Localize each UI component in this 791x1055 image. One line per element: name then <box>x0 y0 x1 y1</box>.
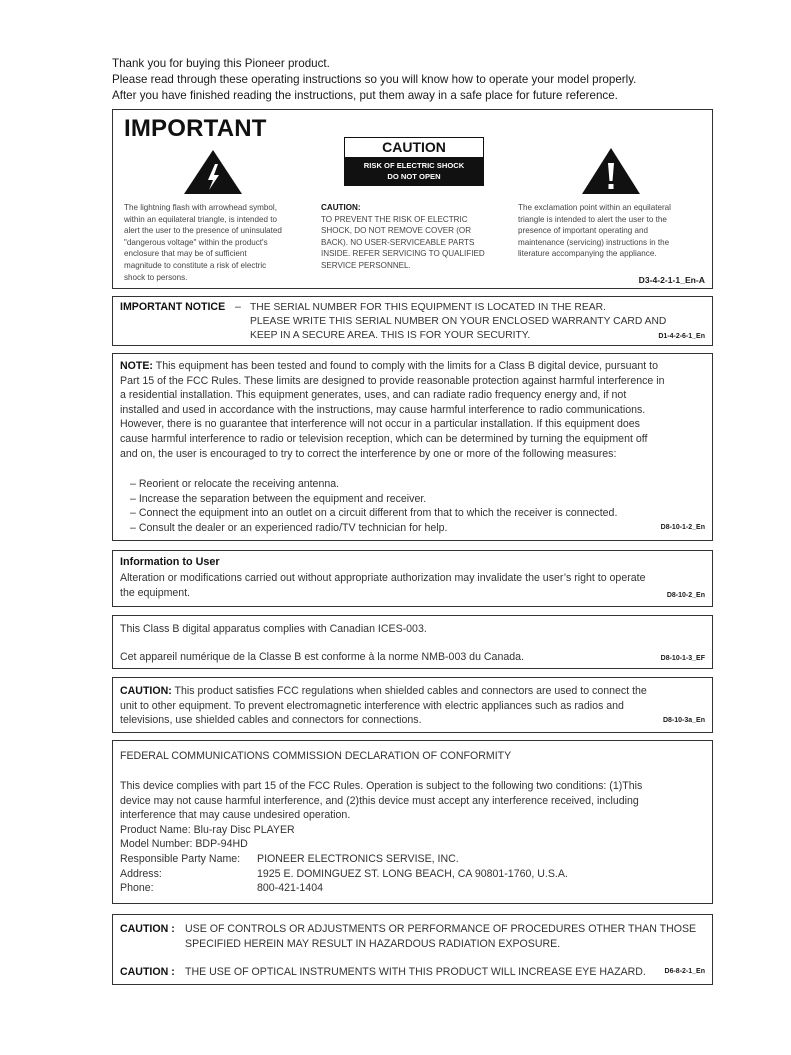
party-label: Responsible Party Name: <box>120 853 241 865</box>
text-line: The exclamation point within an equilateral <box>518 203 671 212</box>
notice-dash: – <box>235 301 241 313</box>
exclamation-explanation <box>518 202 708 260</box>
text-line: KEEP IN A SECURE AREA. THIS IS FOR YOUR SECURITY. <box>250 330 531 341</box>
text-line: The lightning flash with arrowhead symbol, <box>124 203 277 212</box>
responsible-party-row <box>120 852 700 867</box>
measures-list <box>130 477 617 535</box>
text-line: a residential installation. This equipment generates, uses, and can radiate radio frequency energy and, if not <box>120 389 627 402</box>
address-value: 1925 E. DOMINGUEZ ST. LONG BEACH, CA 90801-1760, U.S.A. <box>257 867 568 880</box>
text-line: THE SERIAL NUMBER FOR THIS EQUIPMENT IS LOCATED IN THE REAR. <box>250 302 606 313</box>
canada-compliance-box <box>112 615 713 669</box>
text-line: installed and used in accordance with the instructions, may cause harmful interference to radio communications. <box>120 403 646 416</box>
product-name: Product Name: Blu-ray Disc PLAYER <box>120 823 295 836</box>
list-item: – Consult the dealer or an experienced radio/TV technician for help. <box>130 521 448 534</box>
intro-line: After you have finished reading the instructions, put them away in a safe place for future reference. <box>112 89 618 102</box>
lightning-warning-icon <box>183 149 243 195</box>
address-label: Address: <box>120 867 162 880</box>
caution-label-line: DO NOT OPEN <box>387 172 441 181</box>
info-to-user-box <box>112 550 713 607</box>
caution-heading: CAUTION: <box>321 203 361 212</box>
text-line: the equipment. <box>120 586 191 599</box>
phone-value: 800-421-1404 <box>257 882 323 895</box>
caution-label-sub <box>345 157 483 185</box>
text-line: THE USE OF OPTICAL INSTRUMENTS WITH THIS PRODUCT WILL INCREASE EYE HAZARD. <box>185 966 646 978</box>
model-number: Model Number: BDP-94HD <box>120 838 248 851</box>
caution-label-line: RISK OF ELECTRIC SHOCK <box>363 161 465 170</box>
text-line: alert the user to the presence of uninsulated <box>124 226 282 236</box>
document-code: D6-8-2-1_En <box>664 968 705 975</box>
laser-caution-box <box>112 914 713 985</box>
important-box <box>112 109 713 289</box>
list-item: – Reorient or relocate the receiving antenna. <box>130 478 340 490</box>
text-line: This device complies with part 15 of the FCC Rules. Operation is subject to the following two conditions: (1)This <box>120 780 643 792</box>
text-line: enclosure that may be of sufficient <box>124 249 247 259</box>
notice-text <box>250 301 666 343</box>
text-line: presence of important operating and <box>518 226 649 236</box>
document-code: D8-10-1-3_EF <box>660 655 705 662</box>
text-line: This equipment has been tested and found to comply with the limits for a Class B digital device, pursuant to <box>152 360 659 372</box>
canada-line-en: This Class B digital apparatus complies with Canadian ICES-003. <box>120 623 427 635</box>
text-line: shock to persons. <box>124 272 188 282</box>
list-item: – Connect the equipment into an outlet on a circuit different from that to which the receiver is connected. <box>130 507 618 520</box>
text-line: INSIDE. REFER SERVICING TO QUALIFIED <box>321 249 485 259</box>
text-line: Alteration or modifications carried out without appropriate authorization may invalidate the user’s right to operate <box>120 572 646 584</box>
text-line: SPECIFIED HEREIN MAY RESULT IN HAZARDOUS RADIATION EXPOSURE. <box>185 937 561 950</box>
fcc-title: FEDERAL COMMUNICATIONS COMMISSION DECLARATION OF CONFORMITY <box>120 750 512 762</box>
text-line: televisions, use shielded cables and connectors for connections. <box>120 714 422 727</box>
text-line: magnitude to constitute a risk of electric <box>124 260 267 270</box>
text-line: TO PREVENT THE RISK OF ELECTRIC <box>321 214 468 224</box>
important-notice-box <box>112 296 713 346</box>
exclamation-warning-icon <box>581 147 641 195</box>
caution-label: CAUTION : <box>120 923 175 935</box>
caution-label: CAUTION : <box>120 966 175 978</box>
phone-row <box>120 881 700 896</box>
text-line: cause harmful interference to radio or television reception, which can be determined by turning the equipment off <box>120 433 648 445</box>
text-line: within an equilateral triangle, is intended to <box>124 214 277 224</box>
caution-label: CAUTION: <box>120 685 172 697</box>
text-line: interference that may cause undesired operation. <box>120 809 351 822</box>
text-line: and on, the user is encouraged to try to correct the interference by one or more of the following measures: <box>120 447 617 460</box>
text-line: BACK). NO USER-SERVICEABLE PARTS <box>321 237 475 247</box>
document-code: D1-4-2-6-1_En <box>658 333 705 340</box>
text-line: SERVICE PERSONNEL. <box>321 260 411 270</box>
intro-text <box>112 56 732 104</box>
caution-label-title: CAUTION <box>382 139 446 155</box>
fcc-declaration-box <box>112 740 713 904</box>
intro-line: Please read through these operating instructions so you will know how to operate your model properly. <box>112 73 637 86</box>
info-heading: Information to User <box>120 556 220 568</box>
text-line: unit to other equipment. To prevent electromagnetic interference with electric appliances such as radios and <box>120 699 624 712</box>
text-line: USE OF CONTROLS OR ADJUSTMENTS OR PERFORMANCE OF PROCEDURES OTHER THAN THOSE <box>185 923 697 935</box>
caution-explanation <box>321 202 511 272</box>
info-paragraph <box>120 571 710 600</box>
text-line: literature accompanying the appliance. <box>518 249 657 259</box>
list-item: – Increase the separation between the equipment and receiver. <box>130 492 427 505</box>
canada-line-fr: Cet appareil numérique de la Classe B est conforme à la norme NMB-003 du Canada. <box>120 651 524 663</box>
caution-cables-box <box>112 677 713 733</box>
text-line: PLEASE WRITE THIS SERIAL NUMBER ON YOUR ENCLOSED WARRANTY CARD AND <box>250 316 667 327</box>
lightning-explanation <box>124 202 314 283</box>
text-line: maintenance (servicing) instructions in the <box>518 237 670 247</box>
document-code: D8-10-1-2_En <box>660 524 705 531</box>
important-title: IMPORTANT <box>124 115 267 142</box>
document-code: D8-10-3a_En <box>662 717 705 724</box>
text-line: Part 15 of the FCC Rules. These limits are designed to provide reasonable protection against harmful interference in <box>120 374 665 387</box>
text-line: SHOCK, DO NOT REMOVE COVER (OR <box>321 226 472 236</box>
text-line: "dangerous voltage" within the product's <box>124 237 268 247</box>
text-line: This product satisfies FCC regulations when shielded cables and connectors are used to connect the <box>171 685 647 697</box>
intro-line: Thank you for buying this Pioneer product. <box>112 57 330 70</box>
fcc-note-box <box>112 353 713 541</box>
address-row <box>120 867 700 882</box>
text-line: triangle is intended to alert the user to the <box>518 214 667 224</box>
note-paragraph <box>120 359 710 460</box>
notice-label: IMPORTANT NOTICE <box>120 301 226 313</box>
document-code: D3-4-2-1-1_En-A <box>638 275 705 285</box>
party-value: PIONEER ELECTRONICS SERVISE, INC. <box>257 853 459 865</box>
text-line: device may not cause harmful interference, and (2)this device must accept any interference received, including <box>120 794 639 807</box>
note-label: NOTE: <box>120 360 153 372</box>
phone-label: Phone: <box>120 882 154 895</box>
text-line: However, there is no guarantee that interference will not occur in a particular installation. If this equipment does <box>120 418 640 431</box>
caution-label <box>344 137 484 186</box>
document-code: D8-10-2_En <box>666 592 705 599</box>
